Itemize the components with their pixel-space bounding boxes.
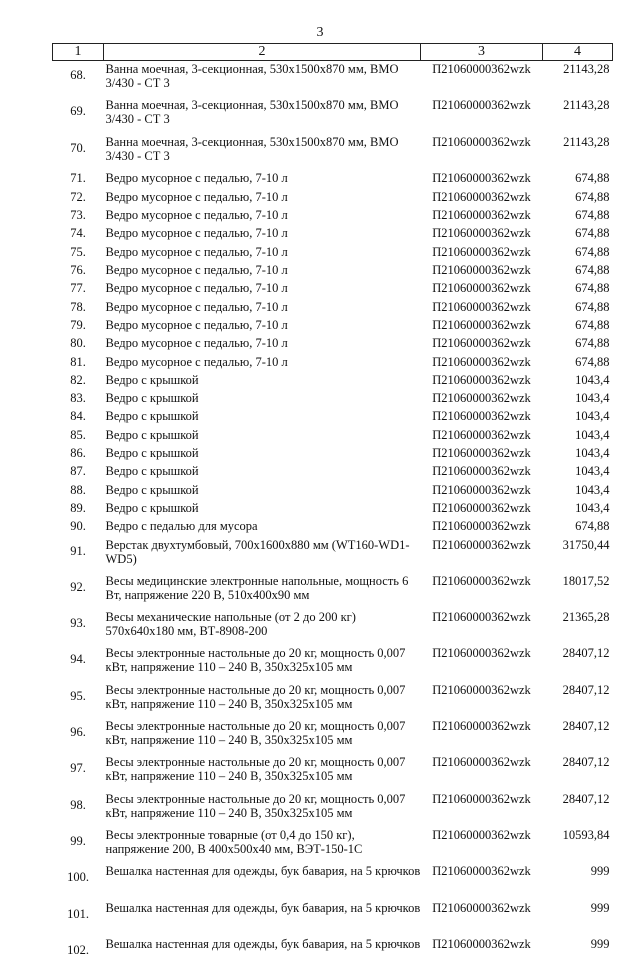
header-col-1: 1	[53, 44, 104, 61]
table-row	[53, 754, 613, 790]
table-row	[53, 317, 613, 335]
item-code: П21060000362wzk	[432, 936, 531, 951]
item-price: 28407,12	[562, 755, 610, 770]
item-name: Ведро мусорное с педалью, 7-10 л	[105, 170, 288, 185]
item-code: П21060000362wzk	[432, 573, 531, 588]
item-name: Ведро мусорное с педалью, 7-10 л	[105, 263, 288, 278]
item-code: П21060000362wzk	[432, 409, 531, 424]
item-name: Весы медицинские электронные напольные, мощность 6 Вт, напряжение 220 В, 510x400x90 мм	[105, 573, 409, 602]
item-price: 674,88	[575, 336, 610, 351]
row-number: 74.	[70, 226, 86, 241]
row-number: 90.	[70, 519, 86, 534]
item-price: 21143,28	[563, 134, 610, 149]
item-price: 674,88	[575, 354, 610, 369]
item-code: П21060000362wzk	[432, 336, 531, 351]
item-price: 674,88	[575, 170, 610, 185]
row-number: 101.	[67, 906, 89, 921]
item-code: П21060000362wzk	[432, 208, 531, 223]
table-row	[53, 573, 613, 609]
item-code: П21060000362wzk	[432, 446, 531, 461]
row-number: 96.	[70, 725, 86, 740]
table-row	[53, 335, 613, 353]
table-row	[53, 482, 613, 500]
item-name: Ведро с крышкой	[105, 391, 199, 406]
item-code: П21060000362wzk	[432, 500, 531, 515]
header-col-3: 3	[421, 44, 543, 61]
item-code: П21060000362wzk	[432, 281, 531, 296]
item-price: 1043,4	[575, 500, 610, 515]
table-row	[53, 262, 613, 280]
table-row	[53, 936, 613, 972]
item-price: 1043,4	[575, 391, 610, 406]
item-code: П21060000362wzk	[432, 537, 531, 552]
item-name: Ведро с крышкой	[105, 409, 199, 424]
item-name: Верстак двухтумбовый, 700x1600x880 мм (WT160-WD1- WD5)	[105, 537, 410, 566]
row-number: 99.	[70, 833, 86, 848]
item-price: 674,88	[575, 317, 610, 332]
item-name: Ванна моечная, 3-секционная, 530x1500x870 мм, ВМО 3/430 - СТ 3	[105, 134, 399, 163]
header-col-4: 4	[543, 44, 613, 61]
row-number: 88.	[70, 482, 86, 497]
row-number: 82.	[70, 372, 86, 387]
item-price: 999	[590, 864, 610, 879]
item-code: П21060000362wzk	[432, 391, 531, 406]
item-name: Ведро с крышкой	[105, 446, 199, 461]
item-name: Весы электронные настольные до 20 кг, мощность 0,007 кВт, напряжение 110 – 240 В, 350x325x105 мм	[105, 755, 406, 784]
item-code: П21060000362wzk	[432, 98, 531, 113]
item-price: 21143,28	[563, 98, 610, 113]
item-name: Ведро с педалью для мусора	[105, 519, 258, 534]
item-price: 674,88	[575, 226, 610, 241]
table-row	[53, 863, 613, 899]
item-price: 18017,52	[562, 573, 610, 588]
item-code: П21060000362wzk	[432, 170, 531, 185]
table-row	[53, 372, 613, 390]
item-price: 28407,12	[562, 791, 610, 806]
item-name: Ведро с крышкой	[105, 482, 199, 497]
item-code: П21060000362wzk	[432, 299, 531, 314]
row-number: 72.	[70, 189, 86, 204]
row-number: 83.	[70, 391, 86, 406]
row-number: 75.	[70, 244, 86, 259]
item-price: 10593,84	[562, 827, 610, 842]
table-row	[53, 244, 613, 262]
row-number: 97.	[70, 761, 86, 776]
table-row	[53, 408, 613, 426]
item-price: 28407,12	[562, 719, 610, 734]
table-row	[53, 170, 613, 189]
item-code: П21060000362wzk	[432, 464, 531, 479]
table-row	[53, 537, 613, 573]
item-price: 1043,4	[575, 409, 610, 424]
row-number: 102.	[67, 942, 89, 957]
item-name: Ванна моечная, 3-секционная, 530x1500x870 мм, ВМО 3/430 - СТ 3	[105, 62, 399, 90]
item-code: П21060000362wzk	[432, 226, 531, 241]
item-code: П21060000362wzk	[432, 244, 531, 259]
table-row	[53, 97, 613, 133]
row-number: 68.	[70, 68, 86, 82]
table-row	[53, 791, 613, 827]
table-row	[53, 427, 613, 445]
inventory-table	[52, 43, 613, 972]
table-row	[53, 645, 613, 681]
item-name: Весы электронные настольные до 20 кг, мощность 0,007 кВт, напряжение 110 – 240 В, 350x325x105 мм	[105, 682, 406, 711]
table-row	[53, 207, 613, 225]
row-number: 78.	[70, 299, 86, 314]
item-name: Весы электронные настольные до 20 кг, мощность 0,007 кВт, напряжение 110 – 240 В, 350x325x105 мм	[105, 719, 406, 748]
row-number: 98.	[70, 797, 86, 812]
row-number: 81.	[70, 354, 86, 369]
table-row	[53, 718, 613, 754]
item-price: 21143,28	[563, 62, 610, 76]
item-name: Ведро мусорное с педалью, 7-10 л	[105, 299, 288, 314]
item-name: Ведро с крышкой	[105, 372, 199, 387]
table-row	[53, 445, 613, 463]
table-row	[53, 189, 613, 207]
table-row	[53, 500, 613, 518]
item-name: Ведро с крышкой	[105, 427, 199, 442]
row-number: 80.	[70, 336, 86, 351]
item-price: 28407,12	[562, 682, 610, 697]
row-number: 84.	[70, 409, 86, 424]
table-row	[53, 61, 613, 98]
row-number: 94.	[70, 652, 86, 667]
item-name: Вешалка настенная для одежды, бук бавария, на 5 крючков	[105, 936, 421, 951]
item-code: П21060000362wzk	[432, 864, 531, 879]
item-price: 1043,4	[575, 372, 610, 387]
item-code: П21060000362wzk	[432, 427, 531, 442]
table-row	[53, 463, 613, 481]
table-header-row	[53, 44, 613, 61]
row-number: 71.	[70, 170, 86, 185]
table-row	[53, 299, 613, 317]
table-row	[53, 225, 613, 243]
item-name: Ведро мусорное с педалью, 7-10 л	[105, 354, 288, 369]
item-price: 674,88	[575, 208, 610, 223]
item-code: П21060000362wzk	[432, 482, 531, 497]
row-number: 70.	[70, 140, 86, 155]
row-number: 85.	[70, 427, 86, 442]
item-name: Вешалка настенная для одежды, бук бавария, на 5 крючков	[105, 864, 421, 879]
table-row	[53, 354, 613, 372]
item-price: 674,88	[575, 244, 610, 259]
table-row	[53, 518, 613, 536]
item-name: Вешалка настенная для одежды, бук бавария, на 5 крючков	[105, 900, 421, 915]
item-code: П21060000362wzk	[432, 317, 531, 332]
item-code: П21060000362wzk	[432, 900, 531, 915]
row-number: 100.	[67, 870, 89, 885]
item-price: 674,88	[575, 299, 610, 314]
item-price: 28407,12	[562, 646, 610, 661]
table-row	[53, 682, 613, 718]
table-row	[53, 134, 613, 170]
item-code: П21060000362wzk	[432, 62, 531, 76]
item-name: Ведро мусорное с педалью, 7-10 л	[105, 226, 288, 241]
item-name: Весы электронные настольные до 20 кг, мощность 0,007 кВт, напряжение 110 – 240 В, 350x325x105 мм	[105, 791, 406, 820]
item-code: П21060000362wzk	[432, 372, 531, 387]
item-code: П21060000362wzk	[432, 519, 531, 534]
item-price: 1043,4	[575, 446, 610, 461]
item-code: П21060000362wzk	[432, 354, 531, 369]
item-code: П21060000362wzk	[432, 682, 531, 697]
item-price: 21365,28	[562, 610, 610, 625]
item-price: 1043,4	[575, 464, 610, 479]
table-row	[53, 827, 613, 863]
row-number: 87.	[70, 464, 86, 479]
item-name: Ведро мусорное с педалью, 7-10 л	[105, 189, 288, 204]
table-row	[53, 390, 613, 408]
item-name: Весы механические напольные (от 2 до 200 кг) 570x640x180 мм, ВТ-8908-200	[105, 610, 356, 639]
item-code: П21060000362wzk	[432, 189, 531, 204]
item-price: 674,88	[575, 281, 610, 296]
page-number: 3	[316, 25, 324, 40]
row-number: 79.	[70, 317, 86, 332]
item-price: 674,88	[575, 189, 610, 204]
row-number: 91.	[70, 543, 86, 558]
table-row	[53, 609, 613, 645]
item-name: Ведро мусорное с педалью, 7-10 л	[105, 208, 288, 223]
item-price: 1043,4	[575, 482, 610, 497]
item-name: Ведро мусорное с педалью, 7-10 л	[105, 336, 288, 351]
item-price: 31750,44	[562, 537, 610, 552]
item-name: Ведро мусорное с педалью, 7-10 л	[105, 281, 288, 296]
item-price: 674,88	[575, 519, 610, 534]
item-code: П21060000362wzk	[432, 791, 531, 806]
item-code: П21060000362wzk	[432, 827, 531, 842]
item-name: Ведро мусорное с педалью, 7-10 л	[105, 317, 288, 332]
item-name: Ведро с крышкой	[105, 464, 199, 479]
row-number: 77.	[70, 281, 86, 296]
row-number: 89.	[70, 500, 86, 515]
row-number: 69.	[70, 104, 86, 119]
item-name: Весы электронные товарные (от 0,4 до 150 кг), напряжение 200, В 400x500x40 мм, ВЭТ-150-1С	[105, 827, 363, 856]
item-name: Весы электронные настольные до 20 кг, мощность 0,007 кВт, напряжение 110 – 240 В, 350x325x105 мм	[105, 646, 406, 675]
row-number: 76.	[70, 263, 86, 278]
row-number: 86.	[70, 446, 86, 461]
item-code: П21060000362wzk	[432, 646, 531, 661]
row-number: 92.	[70, 579, 86, 594]
row-number: 73.	[70, 208, 86, 223]
item-code: П21060000362wzk	[432, 263, 531, 278]
table-row	[53, 280, 613, 298]
item-price: 1043,4	[575, 427, 610, 442]
row-number: 93.	[70, 616, 86, 631]
item-name: Ведро мусорное с педалью, 7-10 л	[105, 244, 288, 259]
item-code: П21060000362wzk	[432, 610, 531, 625]
item-code: П21060000362wzk	[432, 719, 531, 734]
item-code: П21060000362wzk	[432, 134, 531, 149]
item-name: Ванна моечная, 3-секционная, 530x1500x870 мм, ВМО 3/430 - СТ 3	[105, 98, 399, 127]
item-price: 999	[590, 900, 610, 915]
item-price: 999	[590, 936, 610, 951]
item-name: Ведро с крышкой	[105, 500, 199, 515]
row-number: 95.	[70, 688, 86, 703]
header-col-2: 2	[104, 44, 421, 61]
item-code: П21060000362wzk	[432, 755, 531, 770]
item-price: 674,88	[575, 263, 610, 278]
